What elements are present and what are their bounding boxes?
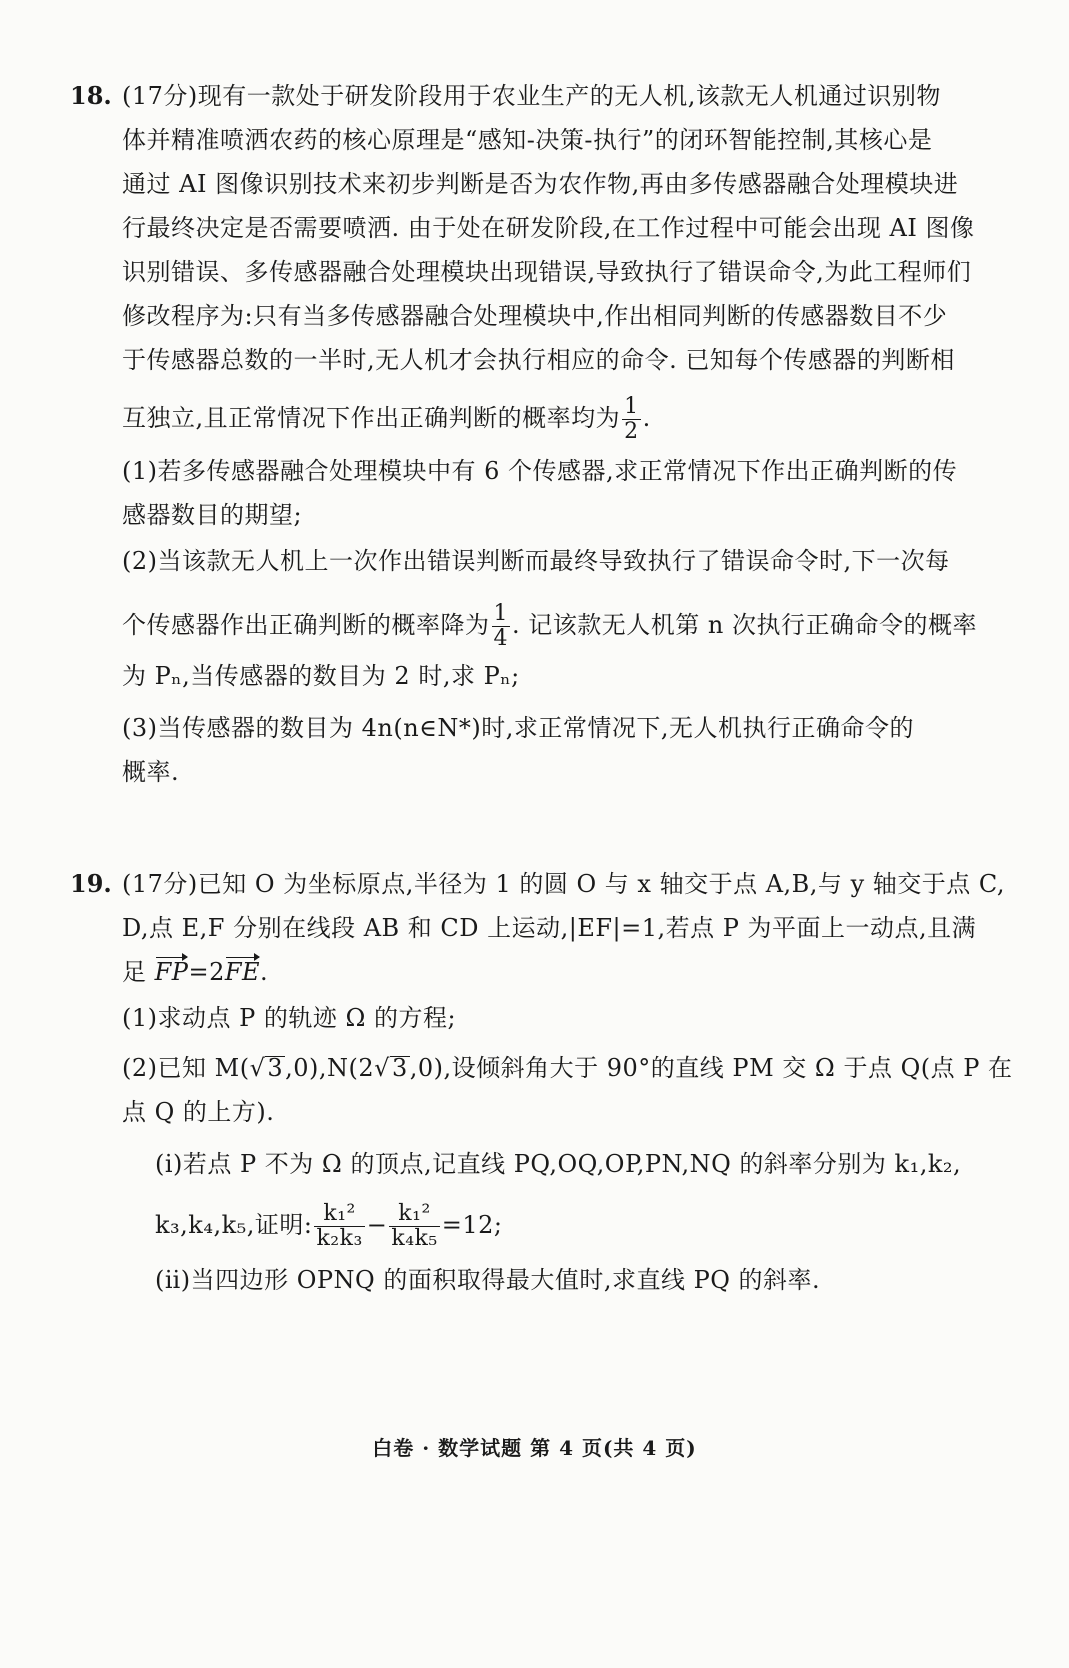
q18-line-2: 体并精准喷洒农药的核心原理是“感知-决策-执行”的闭环智能控制,其核心是 bbox=[122, 126, 933, 154]
q18-line-6: 修改程序为:只有当多传感器融合处理模块中,作出相同判断的传感器数目不少 bbox=[122, 302, 948, 330]
q19-part-2-line-2: 点 Q 的上方). bbox=[122, 1098, 275, 1126]
fraction-denominator: k₄k₅ bbox=[391, 1226, 438, 1251]
q18-line-5: 识别错误、多传感器融合处理模块出现错误,导致执行了错误命令,为此工程师们 bbox=[122, 258, 972, 286]
fraction-k1sq-over-k4k5 bbox=[389, 1202, 439, 1251]
q19-part-2-line-1: (2)已知 M(√3,0),N(2√3,0),设倾斜角大于 90°的直线 PM 交 Ω 于点 Q(点 P 在 bbox=[122, 1054, 1013, 1082]
q19-part-2-text-a: (2)已知 M( bbox=[122, 1054, 250, 1082]
q18-line-3: 通过 AI 图像识别技术来初步判断是否为农作物,再由多传感器融合处理模块进 bbox=[122, 170, 959, 198]
q18-line-7: 于传感器总数的一半时,无人机才会执行相应的命令. 已知每个传感器的判断相 bbox=[122, 346, 955, 374]
fraction-numerator: k₁² bbox=[389, 1202, 439, 1227]
fraction-numerator: k₁² bbox=[314, 1202, 364, 1227]
q18-line-8-text: 互独立,且正常情况下作出正确判断的概率均为 bbox=[122, 404, 621, 432]
vector-fe: FE bbox=[224, 958, 261, 986]
q19-sub-i-text: k₃,k₄,k₅,证明: bbox=[155, 1211, 313, 1239]
q18-part-2-line-2-text: 个传感器作出正确判断的概率降为 bbox=[122, 611, 490, 639]
fraction-one-quarter bbox=[492, 602, 511, 651]
q19-part-2-text-b: ,0),N(2 bbox=[285, 1054, 375, 1082]
sqrt-3-m: 3 bbox=[267, 1054, 284, 1082]
q18-part-3-line-2: 概率. bbox=[122, 758, 180, 786]
q18-part-1-line-2: 感器数目的期望; bbox=[122, 501, 303, 529]
page-footer: 白卷 · 数学试题 第 4 页(共 4 页) bbox=[372, 1436, 697, 1460]
q18-line-1: (17分)现有一款处于研发阶段用于农业生产的无人机,该款无人机通过识别物 bbox=[122, 82, 941, 110]
fraction-numerator: 1 bbox=[493, 601, 508, 626]
q18-part-2-line-3: 为 Pₙ,当传感器的数目为 2 时,求 Pₙ; bbox=[122, 662, 520, 690]
sqrt-3-n: 3 bbox=[391, 1054, 408, 1082]
q19-line-3 bbox=[122, 956, 268, 988]
fraction-one-half bbox=[622, 395, 641, 444]
q18-part-2-line-2 bbox=[122, 602, 977, 651]
q19-sub-i-suffix: =12; bbox=[441, 1211, 503, 1239]
fraction-numerator: 1 bbox=[624, 394, 639, 419]
minus-sign: − bbox=[366, 1211, 388, 1239]
q19-sub-i-line-2 bbox=[155, 1202, 502, 1251]
question-18-number: 18. bbox=[70, 81, 112, 110]
q18-part-1-line-1: (1)若多传感器融合处理模块中有 6 个传感器,求正常情况下作出正确判断的传 bbox=[122, 457, 958, 485]
q19-sub-i-line-1: (ⅰ)若点 P 不为 Ω 的顶点,记直线 PQ,OQ,OP,PN,NQ 的斜率分别为 k₁,k₂, bbox=[155, 1150, 962, 1178]
q18-part-3-line-1: (3)当传感器的数目为 4n(n∈N*)时,求正常情况下,无人机执行正确命令的 bbox=[122, 714, 915, 742]
q19-line-3-suffix: . bbox=[260, 958, 269, 986]
q19-line-1: (17分)已知 O 为坐标原点,半径为 1 的圆 O 与 x 轴交于点 A,B,与 y 轴交于点 C, bbox=[122, 870, 1006, 898]
q19-sub-ii: (ⅱ)当四边形 OPNQ 的面积取得最大值时,求直线 PQ 的斜率. bbox=[155, 1266, 821, 1294]
q18-part-2-line-1: (2)当该款无人机上一次作出错误判断而最终导致执行了错误命令时,下一次每 bbox=[122, 547, 950, 575]
fraction-denominator: k₂k₃ bbox=[316, 1226, 363, 1251]
q19-line-3-prefix: 足 bbox=[122, 958, 155, 986]
fraction-denominator: 4 bbox=[493, 626, 508, 651]
fraction-denominator: 2 bbox=[624, 419, 639, 444]
q19-part-2-text-c: ,0),设倾斜角大于 90°的直线 PM 交 Ω 于点 Q(点 P 在 bbox=[409, 1054, 1013, 1082]
q19-line-3-mid: =2 bbox=[188, 958, 225, 986]
vector-fp: FP bbox=[154, 958, 189, 986]
q18-line-8-suffix: . bbox=[642, 404, 651, 432]
fraction-k1sq-over-k2k3 bbox=[314, 1202, 364, 1251]
question-19-number: 19. bbox=[70, 869, 112, 898]
q19-line-2: D,点 E,F 分别在线段 AB 和 CD 上运动,|EF|=1,若点 P 为平面上一动点,且满 bbox=[122, 914, 977, 942]
q18-part-2-line-2-suffix: . 记该款无人机第 n 次执行正确命令的概率 bbox=[512, 611, 977, 639]
q19-part-1: (1)求动点 P 的轨迹 Ω 的方程; bbox=[122, 1004, 457, 1032]
q18-line-4: 行最终决定是否需要喷洒. 由于处在研发阶段,在工作过程中可能会出现 AI 图像 bbox=[122, 214, 975, 242]
q18-line-8 bbox=[122, 395, 651, 444]
